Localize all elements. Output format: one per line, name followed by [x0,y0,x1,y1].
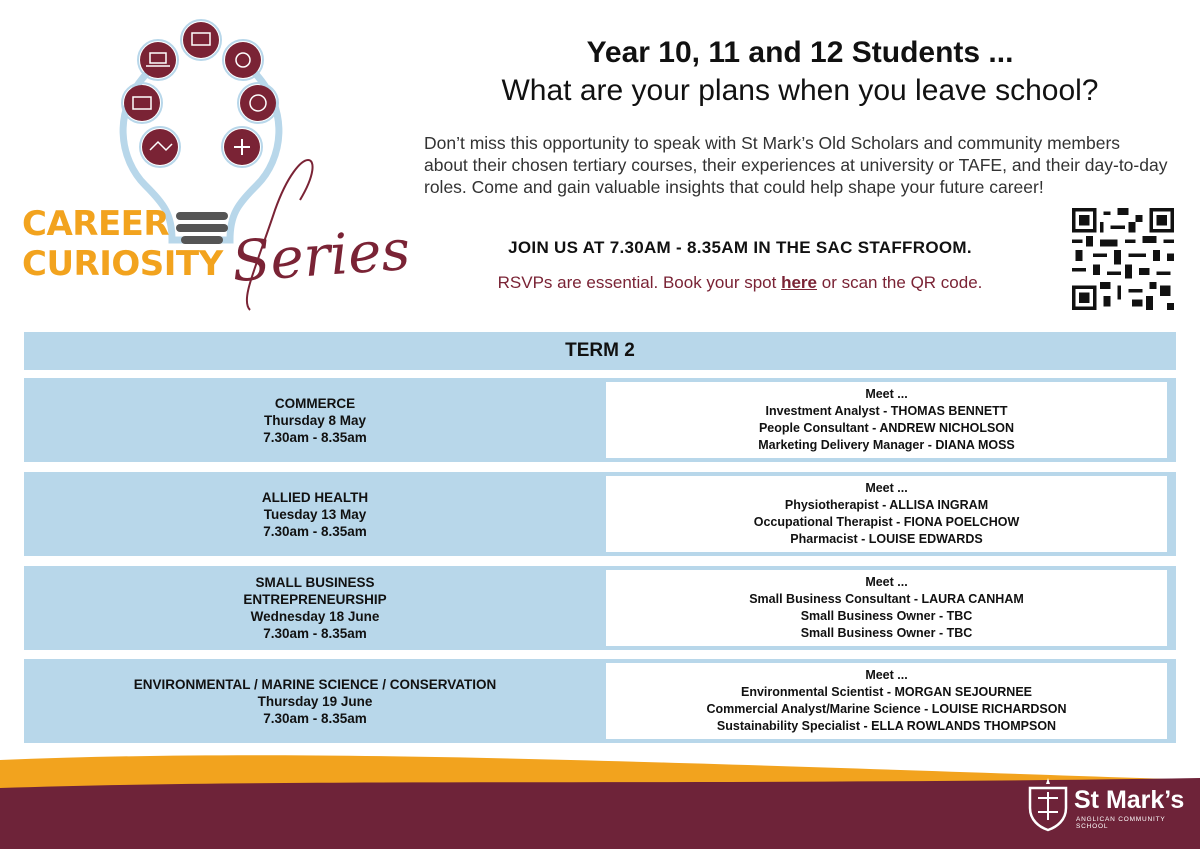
speaker-line: Commercial Analyst/Marine Science - LOUISE RICHARDSON [706,702,1067,716]
presentation-icon [181,20,221,60]
meet-label: Meet ... [865,481,908,495]
session-info [24,566,606,650]
meet-label: Meet ... [865,387,908,401]
session-date: Thursday 19 June [257,693,373,709]
school-name: St Mark’s [1074,786,1185,814]
briefcase-icon [122,83,162,123]
series-word: Series [229,217,413,296]
session-row [24,566,1176,650]
session-date: Tuesday 13 May [263,506,367,522]
session-time: 7.30am - 8.35am [263,626,367,641]
session-title: COMMERCE [274,395,356,411]
speaker-line: Small Business Owner - TBC [800,626,973,640]
speaker-box [606,663,1167,739]
join-notice: JOIN US AT 7.30AM - 8.35AM IN THE SAC STAFFROOM. [508,238,972,257]
speaker-line: Investment Analyst - THOMAS BENNETT [765,404,1008,418]
session-info [24,659,606,743]
laptop-icon [138,40,178,80]
medical-icon [222,127,262,167]
speaker-box [606,570,1167,646]
speaker-line: Marketing Delivery Manager - DIANA MOSS [758,438,1015,452]
speaker-line: Environmental Scientist - MORGAN SEJOURNEE [740,685,1033,699]
headline-subtitle: What are your plans when you leave school? [501,74,1099,107]
meet-label: Meet ... [865,575,908,589]
session-date: Thursday 8 May [263,412,367,428]
session-title: SMALL BUSINESS ENTREPRENEURSHIP [243,575,387,607]
stethoscope-icon [223,40,263,80]
session-info [24,378,606,462]
footer-band [0,740,1200,849]
speaker-line: Sustainability Specialist - ELLA ROWLANDS THOMPSON [716,719,1057,733]
term-heading: TERM 2 [24,332,1176,370]
session-title: ENVIRONMENTAL / MARINE SCIENCE / CONSERVATION [133,676,497,692]
session-title: ALLIED HEALTH [261,489,369,505]
session-row [24,659,1176,743]
speaker-line: Physiotherapist - ALLISA INGRAM [784,498,989,512]
career-word-2: CURIOSITY [22,244,223,284]
school-subtitle: ANGLICAN COMMUNITY SCHOOL [1076,816,1166,830]
session-time: 7.30am - 8.35am [263,523,367,539]
speaker-box [606,382,1167,458]
session-time: 7.30am - 8.35am [263,429,367,445]
session-info [24,472,606,556]
rsvp-link[interactable]: here [781,273,818,292]
globe-icon [238,83,278,123]
session-row [24,472,1176,556]
career-word-1: CAREER [22,204,170,244]
rsvp-text-after: or scan the QR code. [817,273,983,292]
school-crest-icon [1024,776,1072,832]
rsvp-text-before: RSVPs are essential. Book your spot [497,273,782,292]
handshake-icon [140,127,180,167]
meet-label: Meet ... [865,668,908,682]
rsvp-notice [430,273,1050,293]
speaker-line: Small Business Owner - TBC [800,609,973,623]
headline-title: Year 10, 11 and 12 Students ... [586,36,1014,69]
speaker-box [606,476,1167,552]
qr-code-icon[interactable] [1072,208,1174,310]
session-row [24,378,1176,462]
session-date: Wednesday 18 June [250,609,380,624]
bulb-base-icon [176,212,228,220]
intro-paragraph: Don’t miss this opportunity to speak with St Mark’s Old Scholars and community members about their chosen tertiary courses, their experiences at university or TAFE, and their day-to-day roles. Come and gain valuable insights that could help shape your future career! [424,133,1168,197]
speaker-line: Small Business Consultant - LAURA CANHAM [749,592,1024,606]
speaker-line: Pharmacist - LOUISE EDWARDS [790,532,983,546]
speaker-line: Occupational Therapist - FIONA POELCHOW [753,515,1020,529]
session-time: 7.30am - 8.35am [263,710,367,726]
speaker-line: People Consultant - ANDREW NICHOLSON [758,421,1015,435]
